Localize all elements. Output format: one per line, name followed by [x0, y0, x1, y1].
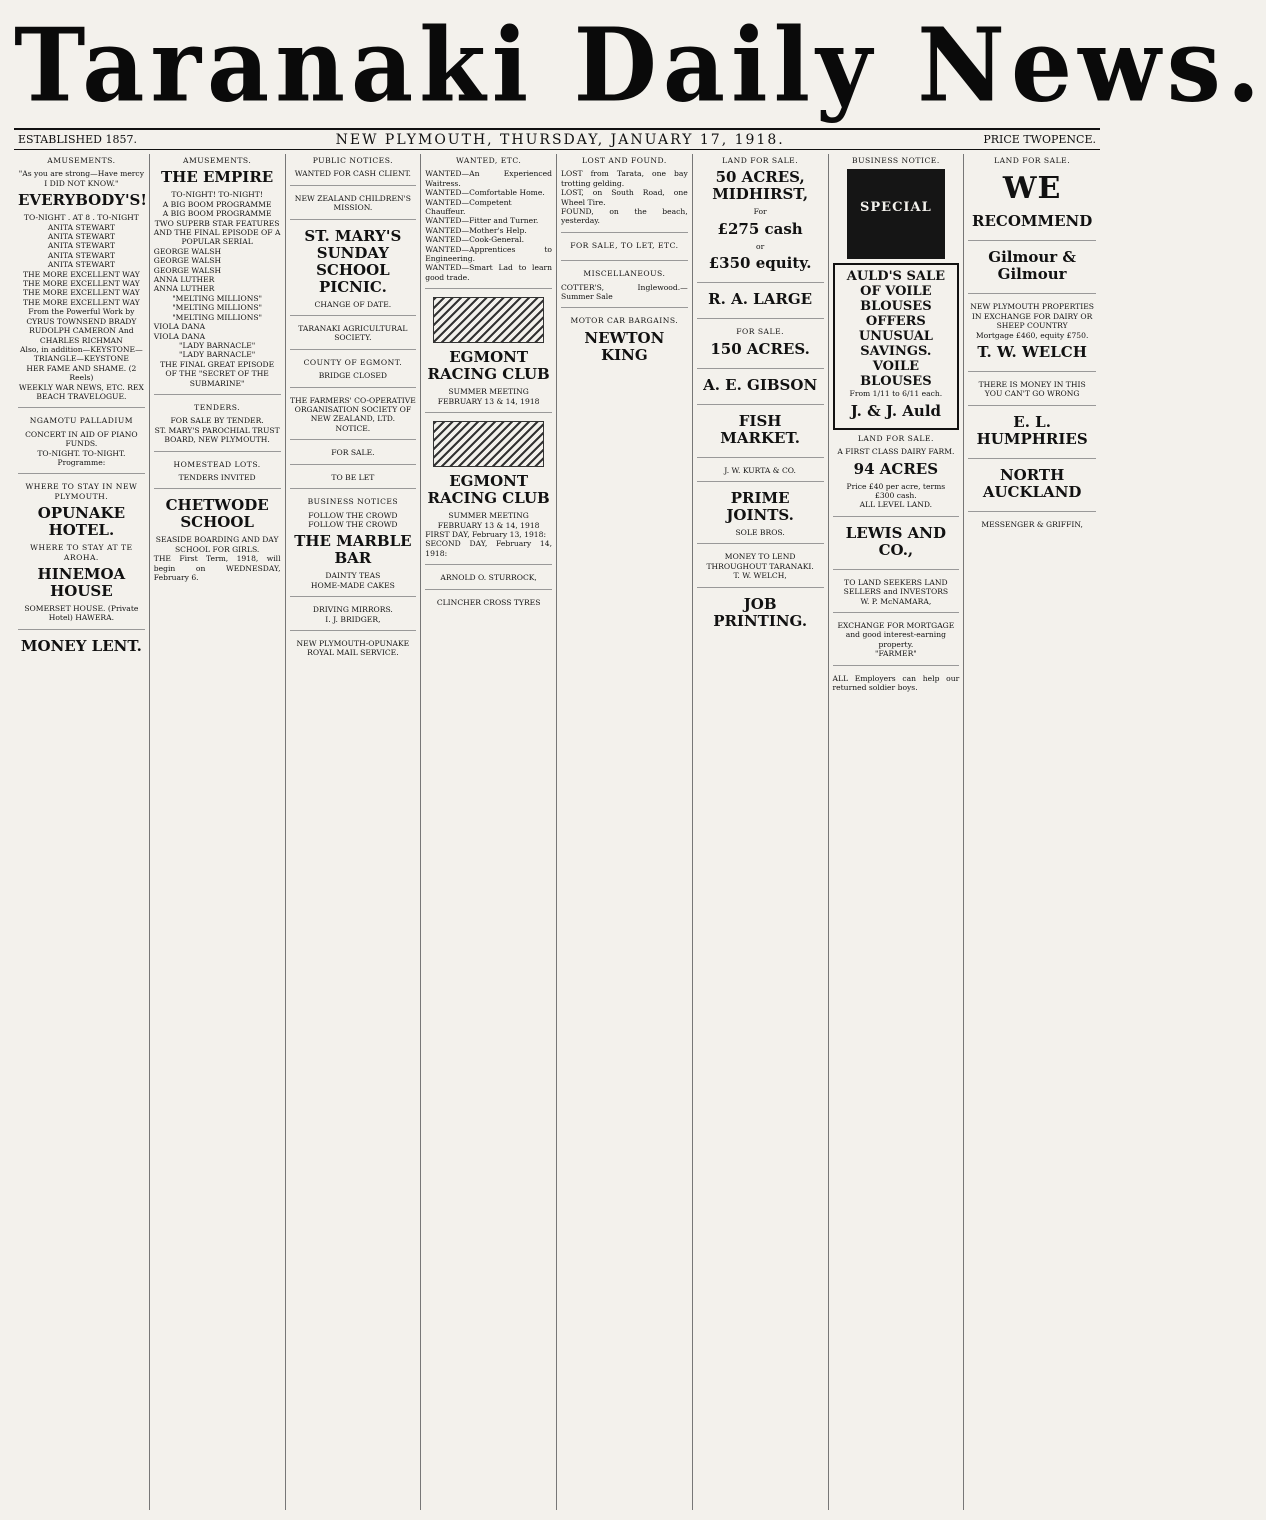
for-sale-heading: FOR SALE.	[736, 327, 785, 337]
tonight-line: TO-NIGHT! TO-NIGHT!	[171, 190, 263, 200]
meeting-line: SUMMER MEETING	[448, 511, 529, 521]
mail-service: NEW PLYMOUTH-OPUNAKE ROYAL MAIL SERVICE.	[296, 638, 410, 658]
teas-line: DAINTY TEAS	[325, 571, 381, 581]
dairy-farm: A FIRST CLASS DAIRY FARM.	[837, 447, 955, 457]
column-5	[557, 154, 693, 1510]
wanted-ad: WANTED—An Experienced Waitress.	[425, 169, 552, 188]
column-6	[693, 154, 829, 1510]
employers-line: ALL Employers can help our returned soldier boys.	[832, 673, 960, 693]
wanted-ad: WANTED—Mother's Help.	[425, 225, 527, 235]
cotters-sale: COTTER'S, Inglewood.—Summer Sale	[561, 282, 688, 302]
change-date: CHANGE OF DATE.	[314, 299, 392, 309]
film-title: "MELTING MILLIONS"	[172, 303, 263, 313]
wanted-ad: WANTED—Comfortable Home.	[425, 188, 545, 198]
racing-club: EGMONT RACING CLUB	[427, 472, 550, 508]
stay-heading: WHERE TO STAY IN NEW PLYMOUTH.	[25, 482, 138, 501]
serial-line: THE FINAL GREAT EPISODE OF THE "SECRET OF THE SUBMARINE"	[160, 359, 275, 388]
acres-150: 150 ACRES.	[710, 339, 810, 358]
special-label: SPECIAL	[860, 200, 932, 216]
film-title: "MELTING MILLIONS"	[172, 293, 263, 303]
column-8	[964, 154, 1100, 1510]
trust-board: ST. MARY'S PAROCHIAL TRUST BOARD, NEW PLYMOUTH.	[154, 425, 280, 445]
auld-ad-box	[833, 263, 960, 429]
star-name: ANITA STEWART	[47, 260, 115, 270]
columns-container	[14, 154, 1100, 1510]
established-text: ESTABLISHED 1857.	[18, 133, 137, 146]
lost-ad: LOST, on South Road, one Wheel Tire.	[561, 188, 688, 207]
money-this: THERE IS MONEY IN THIS	[978, 380, 1086, 390]
feature-title: THE MORE EXCELLENT WAY	[22, 288, 140, 298]
column-heading: BUSINESS NOTICE.	[851, 156, 940, 165]
te-aroha-heading: WHERE TO STAY AT TE AROHA.	[30, 543, 133, 562]
agri-society: TARANAKI AGRICULTURAL SOCIETY.	[298, 324, 408, 343]
blouse-illustration	[847, 169, 946, 259]
column-heading: LAND FOR SALE.	[722, 156, 799, 165]
body-line: Also, in addition—KEYSTONE—TRIANGLE—KEYSTONE	[20, 344, 143, 364]
farmer-line: "FARMER"	[874, 649, 917, 659]
column-heading: LOST AND FOUND.	[581, 156, 667, 165]
welch-agent: T. W. WELCH,	[733, 571, 787, 581]
picnic-heading: ST. MARY'S SUNDAY SCHOOL PICNIC.	[304, 226, 402, 296]
acres-50: 50 ACRES, MIDHIRST,	[712, 168, 809, 204]
job-printing: JOB PRINTING.	[713, 594, 808, 630]
masthead-title	[14, 6, 1266, 125]
body-line: HER FAME AND SHAME. (2 Reels)	[26, 363, 137, 383]
fish-market: FISH MARKET.	[720, 411, 800, 447]
column-heading: WANTED, ETC.	[455, 156, 522, 165]
voile-heading: VOILE BLOUSES	[860, 359, 932, 390]
feature-title: THE MORE EXCELLENT WAY	[22, 279, 140, 289]
to-let-heading: TO BE LET	[331, 472, 375, 482]
auld-title: AULD'S SALE OF VOILE BLOUSES OFFERS UNUSUAL SAVINGS.	[846, 269, 945, 360]
gilmour-agent: Gilmour & Gilmour	[988, 248, 1076, 284]
lewis-co: LEWIS AND CO.,	[845, 523, 946, 559]
programme-line: A BIG BOOM PROGRAMME	[162, 209, 272, 219]
column-heading: LAND FOR SALE.	[994, 156, 1071, 165]
actor-line: ANNA LUTHER	[153, 275, 215, 285]
actor-line: ANNA LUTHER	[153, 284, 215, 294]
actor-line: GEORGE WALSH	[153, 265, 222, 275]
cash-price: £275 cash	[717, 219, 803, 238]
marble-bar: THE MARBLE BAR	[294, 532, 412, 568]
for-sale-heading: FOR SALE.	[331, 448, 375, 458]
actor-line: VIOLA DANA	[153, 322, 206, 332]
money-lent: MONEY LENT.	[20, 636, 142, 655]
wanted-ad: WANTED—Fitter and Turner.	[425, 216, 539, 226]
column-heading: AMUSEMENTS.	[182, 156, 252, 165]
column-3	[286, 154, 422, 1510]
tenders-heading: TENDERS.	[194, 402, 241, 412]
chetwode-school: CHETWODE SCHOOL	[165, 496, 269, 532]
star-name: ANITA STEWART	[47, 250, 115, 260]
dates-line: FEBRUARY 13 & 14, 1918	[437, 396, 540, 406]
cant-go-wrong: YOU CAN'T GO WRONG	[984, 389, 1080, 399]
opunake-hotel: OPUNAKE HOTEL.	[37, 504, 125, 540]
prime-joints: PRIME JOINTS.	[726, 489, 794, 525]
column-4	[421, 154, 557, 1510]
props-exchange: NEW PLYMOUTH PROPERTIES IN EXCHANGE FOR DAIRY OR SHEEP COUNTRY	[970, 302, 1094, 331]
coop-heading: THE FARMERS' CO-OPERATIVE ORGANISATION SOCIETY OF NEW ZEALAND, LTD.	[289, 395, 416, 424]
film-title: "LADY BARNACLE"	[178, 340, 256, 350]
wanted-ad: WANTED—Smart Lad to learn good trade.	[425, 263, 552, 282]
wanted-ad: WANTED—Competent Chauffeur.	[425, 197, 512, 217]
arnold-sturrock: ARNOLD O. STURROCK,	[440, 573, 537, 583]
cakes-line: HOME-MADE CAKES	[310, 580, 395, 590]
messenger-griffin: MESSENGER & GRIFFIN,	[981, 519, 1083, 529]
for-word: For	[753, 207, 767, 217]
level-land: ALL LEVEL LAND.	[859, 500, 933, 510]
horse-race-illustration	[433, 421, 544, 467]
body-line: WEEKLY WAR NEWS, ETC. REX BEACH TRAVELOGUE.	[18, 382, 144, 401]
wanted-ad: WANTED—Cook-General.	[425, 235, 525, 245]
exchange-mortgage: EXCHANGE FOR MORTGAGE and good interest-earning property.	[837, 621, 955, 649]
chetwode-sub: SEASIDE BOARDING AND DAY SCHOOL FOR GIRLS.	[155, 535, 279, 554]
money-lend: MONEY TO LEND THROUGHOUT TARANAKI.	[706, 552, 814, 571]
concert-line: CONCERT IN AID OF PIANO FUNDS.	[25, 429, 138, 449]
price-text: PRICE TWOPENCE.	[983, 133, 1096, 146]
dates-line: FEBRUARY 13 & 14, 1918	[437, 520, 540, 530]
lost-ad: LOST from Tarata, one bay trotting gelding.	[561, 169, 688, 188]
acres-94: 94 ACRES	[853, 459, 939, 478]
wanted-ad: WANTED—Apprentices to Engineering.	[425, 244, 552, 264]
actor-line: GEORGE WALSH	[153, 256, 222, 266]
land-seekers: TO LAND SEEKERS LAND SELLERS and INVESTORS	[843, 577, 949, 597]
recommend-heading: RECOMMEND	[971, 212, 1093, 231]
place-date-text: NEW PLYMOUTH, THURSDAY, JANUARY 17, 1918.	[335, 131, 785, 148]
north-auckland: NORTH AUCKLAND	[982, 465, 1082, 501]
column-1	[14, 154, 150, 1510]
mission-heading: NEW ZEALAND CHILDREN'S MISSION.	[294, 193, 411, 213]
programme-line: A BIG BOOM PROGRAMME	[162, 199, 272, 209]
bridge-closed: BRIDGE CLOSED	[318, 371, 388, 381]
star-name: ANITA STEWART	[47, 232, 115, 242]
newton-king: NEWTON KING	[584, 328, 665, 364]
mirrors-heading: DRIVING MIRRORS.	[312, 605, 393, 615]
meeting-line: SUMMER MEETING	[448, 387, 529, 397]
tender-line: FOR SALE BY TENDER.	[170, 416, 264, 426]
second-day: SECOND DAY, February 14, 1918:	[425, 539, 552, 558]
body-line: RUDOLPH CAMERON And CHARLES RICHMAN	[29, 326, 134, 345]
tenders-invited: TENDERS INVITED	[178, 472, 256, 482]
column-heading: AMUSEMENTS.	[47, 156, 116, 165]
equity-price: £350 equity.	[708, 254, 812, 273]
business-heading: BUSINESS NOTICES	[307, 497, 399, 507]
large-agent: R. A. LARGE	[708, 290, 813, 309]
everybodys-title: EVERYBODY'S!	[18, 191, 147, 210]
voile-price: From 1/11 to 6/11 each.	[849, 389, 943, 399]
star-name: ANITA STEWART	[47, 241, 115, 251]
body-line: From the Powerful Work by CYRUS TOWNSEND BRADY	[26, 307, 137, 326]
palladium-heading: NGAMOTU PALLADIUM	[29, 416, 134, 426]
price-acre: Price £40 per acre, terms	[846, 481, 946, 491]
feature-title: THE MORE EXCELLENT WAY	[22, 269, 140, 279]
column-heading: PUBLIC NOTICES.	[312, 156, 394, 165]
column-7	[829, 154, 965, 1510]
actor-line: GEORGE WALSH	[153, 246, 222, 256]
found-ad: FOUND, on the beach, yesterday.	[561, 207, 688, 226]
humphries-agent: E. L. HUMPHRIES	[976, 412, 1088, 448]
sole-bros: SOLE BROS.	[735, 528, 785, 538]
we-heading: WE	[1002, 171, 1062, 207]
actor-line: VIOLA DANA	[153, 331, 206, 341]
masthead-text: Taranaki Daily News.	[14, 6, 1266, 125]
bridger-name: I. J. BRIDGER,	[325, 614, 381, 624]
crowd-line: FOLLOW THE CROWD FOLLOW THE CROWD	[308, 510, 398, 529]
column-2	[150, 154, 286, 1510]
hinemoa-house: HINEMOA HOUSE	[37, 565, 126, 600]
horse-race-illustration	[433, 297, 544, 343]
term-line: THE First Term, 1918, will begin on WEDNESDAY, February 6.	[153, 554, 281, 582]
programme-line: TO-NIGHT. TO-NIGHT. Programme:	[37, 448, 126, 467]
tonight-line: TO-NIGHT . AT 8 . TO-NIGHT	[23, 213, 139, 223]
welch-agent: T. W. WELCH	[977, 343, 1087, 362]
mcnamara: W. P. McNAMARA,	[860, 596, 932, 606]
gibson-agent: A. E. GIBSON	[703, 375, 818, 394]
or-word: or	[756, 241, 765, 251]
first-day: FIRST DAY, February 13, 1918:	[425, 529, 547, 539]
sale-let-heading: FOR SALE, TO LET, ETC.	[570, 240, 679, 250]
programme-line: TWO SUPERB STAR FEATURES AND THE FINAL EPISODE OF A POPULAR SERIAL	[153, 218, 281, 247]
star-name: ANITA STEWART	[47, 222, 115, 232]
notice-line: NOTICE.	[335, 423, 371, 433]
film-title: "LADY BARNACLE"	[178, 350, 256, 360]
empire-title: THE EMPIRE	[161, 168, 274, 187]
somerset-house: SOMERSET HOUSE. (Private Hotel) HAWERA.	[24, 604, 139, 623]
county-heading: COUNTY OF EGMONT.	[303, 357, 403, 367]
kurta-agent: J. W. KURTA & CO.	[724, 465, 796, 475]
quote-line: "As you are strong—Have mercy I DID NOT KNOW."	[18, 169, 144, 188]
dateline-bar	[14, 128, 1100, 150]
film-title: "MELTING MILLIONS"	[172, 312, 263, 322]
misc-heading: MISCELLANEOUS.	[583, 269, 666, 279]
jj-auld: J. & J. Auld	[850, 401, 941, 420]
wanted-cash: WANTED FOR CASH CLIENT.	[294, 169, 411, 179]
racing-club: EGMONT RACING CLUB	[427, 348, 550, 384]
clincher-tyres: CLINCHER CROSS TYRES	[436, 597, 541, 607]
mortgage-line: Mortgage £460, equity £750.	[975, 330, 1089, 340]
cash-300: £300 cash.	[875, 491, 917, 501]
feature-title: THE MORE EXCELLENT WAY	[22, 297, 140, 307]
motor-heading: MOTOR CAR BARGAINS.	[570, 316, 679, 326]
homestead-heading: HOMESTEAD LOTS.	[173, 459, 261, 469]
land-heading: LAND FOR SALE.	[857, 433, 934, 443]
